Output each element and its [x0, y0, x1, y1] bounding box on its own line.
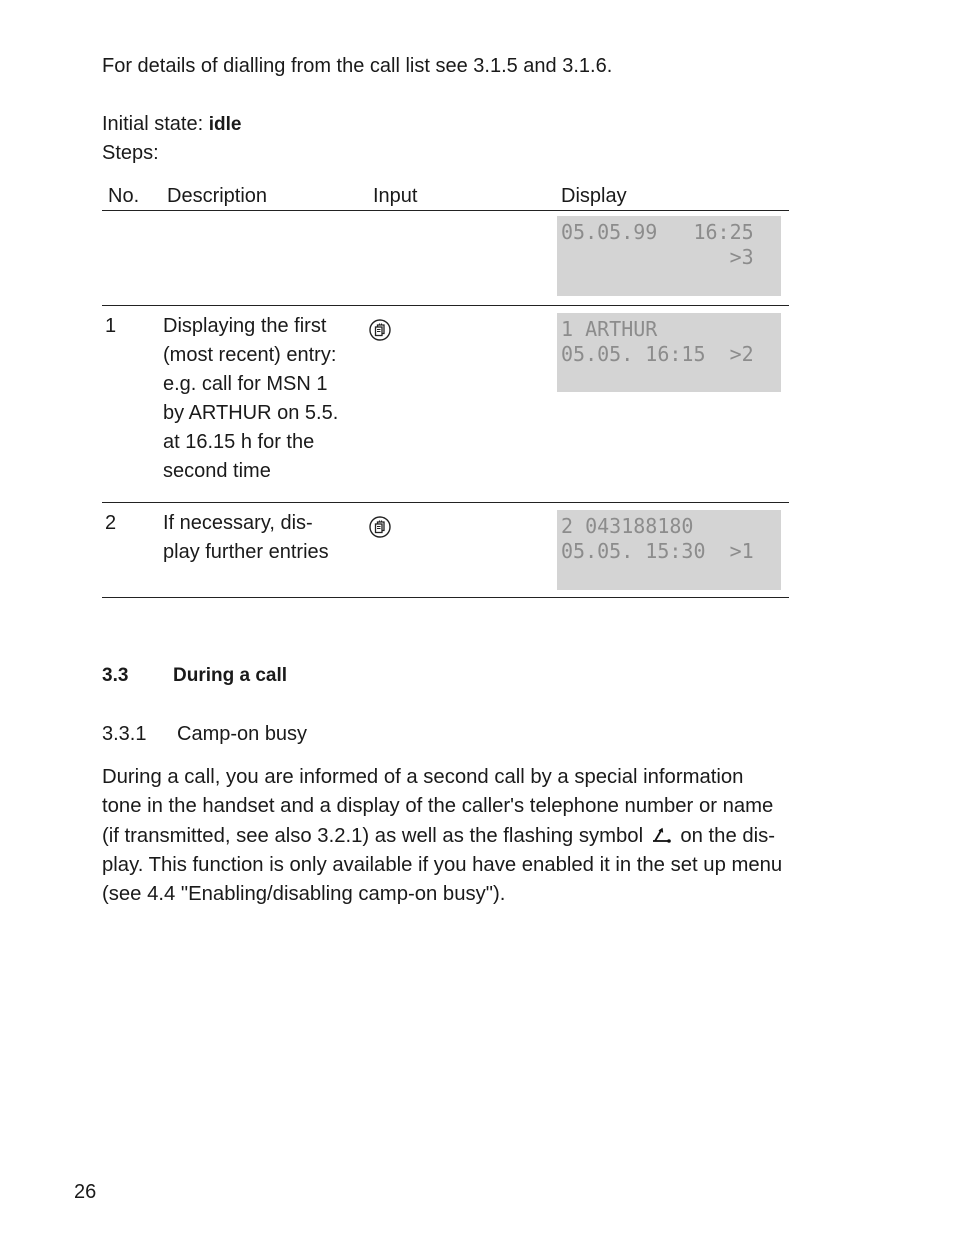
- description-line: e.g. call for MSN 1: [163, 373, 328, 395]
- page-number: 26: [74, 1181, 97, 1203]
- description-line: by ARTHUR on 5.5.: [163, 402, 339, 424]
- section-title: During a call: [173, 665, 288, 686]
- description-line: If necessary, dis-: [163, 512, 313, 534]
- lcd-line: 2 043188180: [561, 514, 694, 538]
- section-number: 3.3: [102, 665, 129, 686]
- table-header-rule: [102, 210, 789, 211]
- description-line: second time: [163, 460, 271, 482]
- description-line: play further entries: [163, 541, 329, 563]
- step-description: [163, 312, 338, 486]
- steps-label: Steps:: [102, 142, 159, 164]
- lcd-display: [557, 313, 781, 392]
- paragraph-text: (if transmitted, see also 3.2.1) as well as the flashing symbol: [102, 824, 649, 847]
- subsection-number: 3.3.1: [102, 723, 147, 745]
- col-header-no: No.: [108, 185, 140, 207]
- table-row-rule: [102, 502, 789, 503]
- paragraph-line: (see 4.4 "Enabling/disabling camp-on busy").: [102, 883, 506, 906]
- lcd-line: 05.05. 16:15 >2: [561, 342, 754, 366]
- section-heading: [102, 663, 287, 689]
- description-line: Displaying the first: [163, 315, 327, 337]
- paragraph-line: [102, 822, 792, 851]
- initial-state: [102, 110, 241, 139]
- lcd-line: 1 ARTHUR: [561, 317, 658, 341]
- call-list-key-icon: [369, 319, 391, 341]
- description-line: at 16.15 h for the: [163, 431, 315, 453]
- col-header-input: Input: [373, 185, 418, 207]
- step-number: 1: [105, 315, 117, 337]
- description-line: (most recent) entry:: [163, 344, 337, 366]
- lcd-line: >3: [561, 245, 754, 269]
- intro-text: For details of dialling from the call list see 3.1.5 and 3.1.6.: [102, 55, 613, 77]
- body-paragraph: [102, 763, 792, 909]
- initial-state-label: Initial state:: [102, 113, 204, 135]
- subsection-heading: [102, 720, 307, 748]
- col-header-display: Display: [561, 185, 627, 207]
- initial-state-value: idle: [208, 114, 242, 135]
- table-bottom-rule: [102, 597, 789, 598]
- step-description: [163, 509, 329, 567]
- paragraph-line: tone in the handset and a display of the caller's telephone number or name: [102, 795, 774, 818]
- step-number: 2: [105, 512, 117, 534]
- lcd-line: 05.05.99 16:25: [561, 220, 754, 244]
- lcd-line: 05.05. 15:30 >1: [561, 539, 754, 563]
- paragraph-line: During a call, you are informed of a second call by a special information: [102, 766, 744, 788]
- camp-on-symbol-icon: [649, 826, 673, 844]
- call-list-key-icon: [369, 516, 391, 538]
- paragraph-text: on the dis-: [674, 824, 776, 847]
- table-row-rule: [102, 305, 789, 306]
- subsection-title: Camp-on busy: [177, 723, 308, 745]
- lcd-display: [557, 510, 781, 590]
- paragraph-line: play. This function is only available if you have enabled it in the set up menu: [102, 853, 783, 876]
- lcd-display: [557, 216, 781, 296]
- col-header-description: Description: [167, 185, 268, 207]
